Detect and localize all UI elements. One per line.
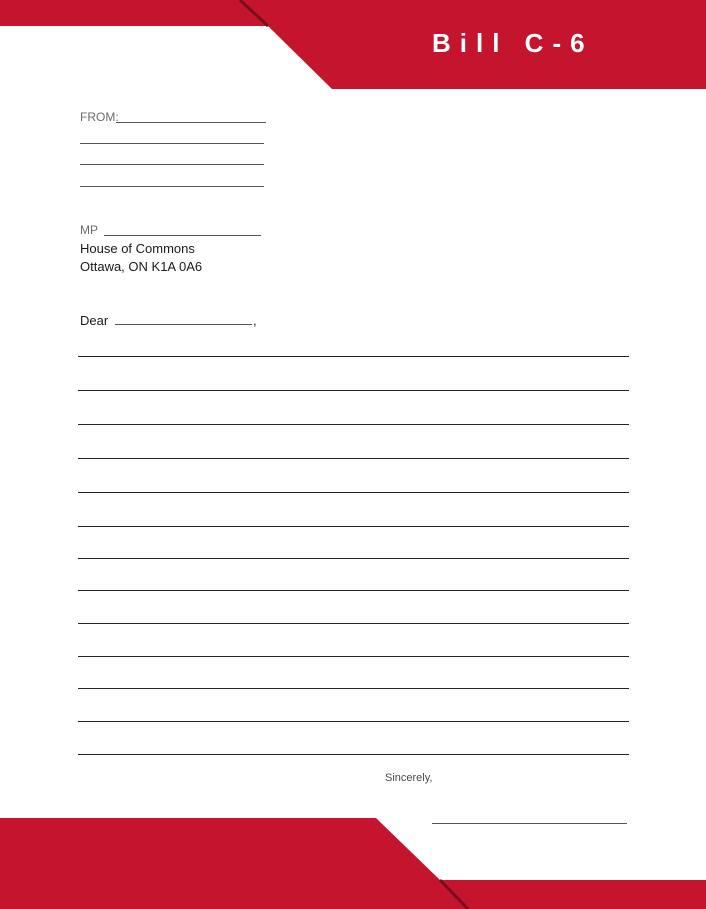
- body-line[interactable]: [78, 721, 629, 722]
- body-line[interactable]: [78, 590, 629, 591]
- from-blank-4[interactable]: [80, 186, 264, 187]
- from-blank-3[interactable]: [80, 164, 264, 165]
- bottom-banner-shape: [0, 818, 706, 909]
- signature-line[interactable]: [432, 823, 627, 824]
- body-line[interactable]: [78, 623, 629, 624]
- body-line[interactable]: [78, 458, 629, 459]
- bottom-banner-shadow: [440, 880, 468, 909]
- body-line[interactable]: [78, 558, 629, 559]
- body-line[interactable]: [78, 754, 629, 755]
- salutation-name-blank[interactable]: [115, 324, 252, 325]
- body-line[interactable]: [78, 688, 629, 689]
- mp-label: [80, 223, 98, 237]
- salutation: [80, 313, 108, 328]
- address-line-1: House of Commons: [80, 241, 195, 256]
- dear-label: Dear: [80, 313, 109, 328]
- address-line-2: Ottawa, ON K1A 0A6: [80, 259, 203, 274]
- mp-name-blank[interactable]: [104, 235, 261, 236]
- mp-label-text: MP: [80, 223, 98, 237]
- body-line[interactable]: [78, 390, 629, 391]
- body-line[interactable]: [78, 424, 629, 425]
- from-blank-1[interactable]: [116, 122, 266, 123]
- from-label-text: FROM:: [80, 110, 119, 124]
- body-line[interactable]: [78, 526, 629, 527]
- document-title: Bill C-6: [432, 28, 594, 58]
- body-line[interactable]: [78, 492, 629, 493]
- top-banner: [0, 0, 706, 95]
- body-line[interactable]: [78, 656, 629, 657]
- salutation-comma: ,: [253, 313, 257, 328]
- body-line[interactable]: [78, 356, 629, 357]
- from-blank-2[interactable]: [80, 143, 264, 144]
- from-label: [80, 110, 119, 124]
- closing-sincerely: Sincerely,: [385, 772, 433, 784]
- top-banner-shape: [0, 0, 706, 89]
